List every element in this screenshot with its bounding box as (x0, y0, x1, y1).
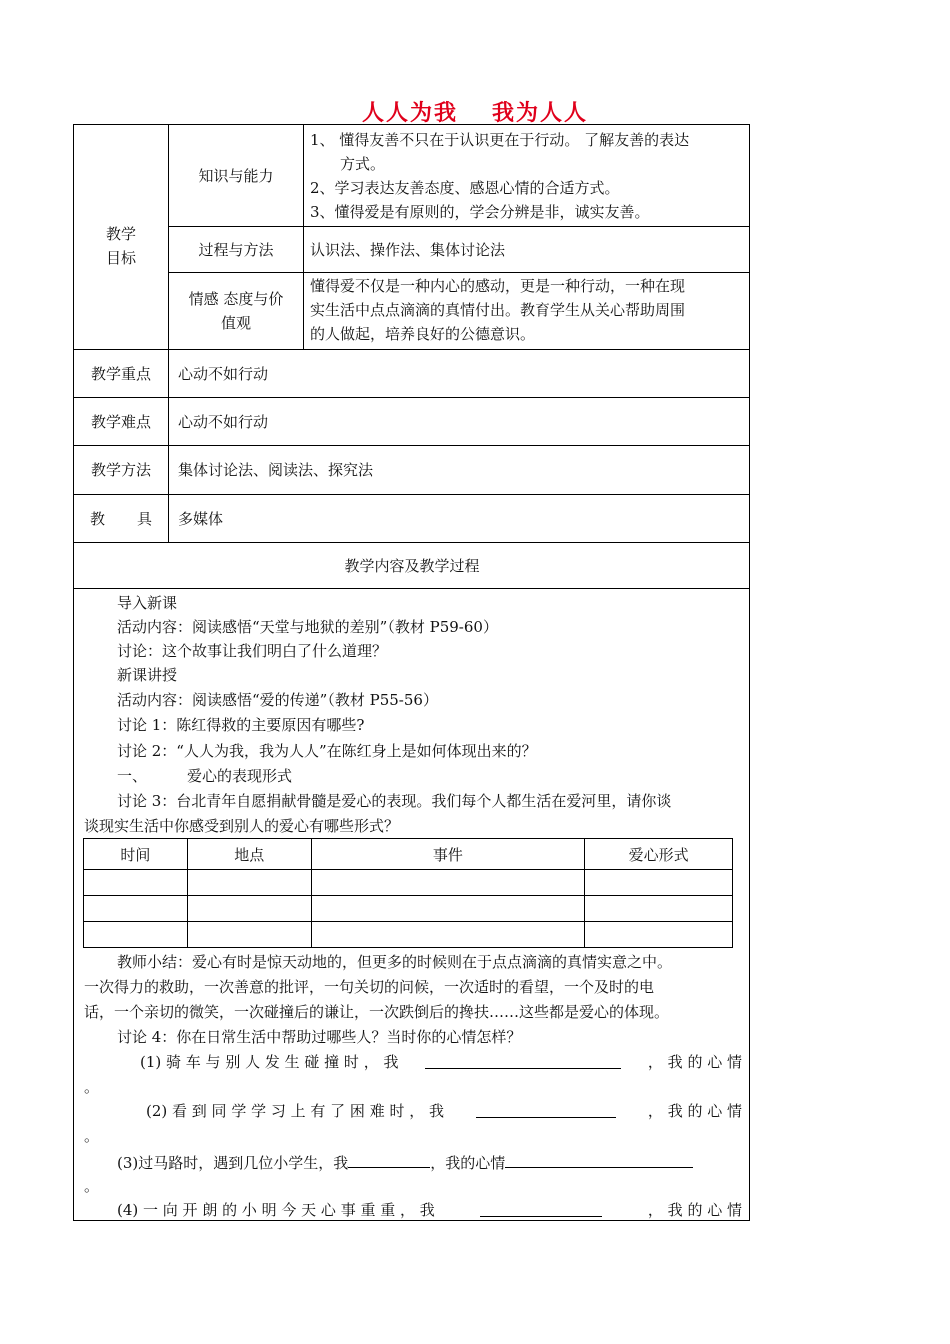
table-cell[interactable] (311, 870, 585, 896)
question-text: ， 我 的 心 情 (647, 1201, 742, 1219)
objective-line: 的人做起，培养良好的公德意识。 (310, 325, 536, 343)
row-divider (73, 588, 750, 589)
table-header-row (84, 839, 733, 870)
table-row (84, 870, 733, 896)
title-part-2: 我为人人 (492, 100, 589, 126)
key-point-label: 教学重点 (90, 364, 151, 383)
body-line: 活动内容：阅读感悟“爱的传递”（教材 P55-56） (117, 691, 438, 709)
column-divider (303, 124, 304, 349)
table-cell[interactable] (585, 870, 733, 896)
objective-label-line: 值观 (220, 314, 251, 332)
table-header-cell: 事件 (311, 839, 585, 870)
objectives-header (74, 210, 168, 282)
section-title: 爱心的表现形式 (187, 767, 293, 785)
objective-content-knowledge (310, 128, 750, 224)
difficulty-label: 教学难点 (90, 412, 151, 431)
table-cell[interactable] (311, 922, 585, 948)
tools-value: 多媒体 (178, 509, 224, 528)
period: 。 (84, 1127, 100, 1145)
tools-label (74, 495, 168, 542)
question-text: (3)过马路时，遇到几位小学生，我 (117, 1154, 349, 1172)
answer-blank[interactable] (480, 1198, 602, 1217)
answer-blank[interactable] (348, 1149, 430, 1168)
objective-label-line: 情感 态度与价 (188, 290, 284, 308)
body-line: 谈现实生活中你感受到别人的爱心有哪些形式？ (84, 817, 400, 835)
section-number: 一、 (117, 767, 148, 785)
title-part-1: 人人为我 (361, 100, 458, 126)
body-line: 讨论 1：陈红得救的主要原因有哪些? (117, 716, 365, 734)
question-text: ， 我 的 心 情 (647, 1102, 742, 1120)
objective-label-process: 过程与方法 (198, 240, 274, 259)
table-cell[interactable] (187, 922, 311, 948)
table-header-cell: 时间 (84, 839, 188, 870)
objective-line: 1、 懂得友善不只在于认识更在于行动。 了解友善的表达 (310, 131, 690, 149)
table-cell[interactable] (311, 896, 585, 922)
body-line: 讨论：这个故事让我们明白了什么道理？ (117, 642, 388, 660)
question-text: (1) 骑 车 与 别 人 发 生 碰 撞 时 ， 我 (140, 1053, 399, 1071)
section-one-heading (117, 764, 292, 788)
body-line: 活动内容：阅读感悟“天堂与地狱的差别”（教材 P59-60） (117, 618, 498, 636)
summary-line: 一次得力的救助，一次善意的批评，一句关切的问候，一次适时的看望，一个及时的电 (84, 978, 655, 996)
question-text: (2) 看 到 同 学 学 习 上 有 了 困 难 时 ， 我 (146, 1102, 445, 1120)
table-row (84, 896, 733, 922)
objective-line: 实生活中点点滴滴的真情付出。教育学生从关心帮助周围 (310, 301, 686, 319)
answer-blank[interactable] (505, 1149, 693, 1168)
body-line: 导入新课 (117, 594, 178, 612)
question-1 (140, 1050, 742, 1074)
objective-content-process: 认识法、操作法、集体讨论法 (310, 240, 506, 259)
discussion-4: 讨论 4：你在日常生活中帮助过哪些人？当时你的心情怎样？ (117, 1028, 522, 1046)
section-header: 教学内容及教学过程 (344, 556, 480, 575)
love-forms-table (83, 838, 733, 948)
page-title (0, 96, 950, 127)
objective-line: 懂得爱不仅是一种内心的感动，更是一种行动，一种在现 (310, 277, 686, 295)
question-text: (4) 一 向 开 朗 的 小 明 今 天 心 事 重 重 ， 我 (117, 1201, 435, 1219)
table-cell[interactable] (585, 922, 733, 948)
objective-label-attitude (169, 273, 303, 349)
table-cell[interactable] (585, 896, 733, 922)
summary-line: 话，一个亲切的微笑，一次碰撞后的谦让，一次跌倒后的搀扶……这些都是爱心的体现。 (84, 1003, 670, 1021)
objective-content-attitude (310, 274, 750, 346)
answer-blank[interactable] (476, 1099, 616, 1118)
table-cell[interactable] (84, 922, 188, 948)
method-label: 教学方法 (90, 461, 151, 479)
period: 。 (84, 1078, 100, 1096)
question-text: ， 我 的 心 情 (647, 1053, 742, 1071)
table-cell[interactable] (84, 870, 188, 896)
table-cell[interactable] (187, 870, 311, 896)
summary-line: 教师小结：爱心有时是惊天动地的，但更多的时候则在于点点滴滴的真情实意之中。 (117, 953, 673, 971)
key-point-value: 心动不如行动 (178, 364, 269, 383)
objective-line: 3、懂得爱是有原则的，学会分辨是非，诚实友善。 (310, 203, 650, 221)
objective-line: 方式。 (340, 155, 386, 173)
tools-label-char: 具 (137, 509, 153, 528)
objectives-header-line: 教学 (105, 225, 136, 243)
table-row (84, 922, 733, 948)
period: 。 (84, 1177, 100, 1195)
difficulty-value: 心动不如行动 (178, 412, 269, 431)
question-2 (146, 1099, 742, 1123)
objective-line: 2、学习表达友善态度、感恩心情的合适方式。 (310, 179, 620, 197)
body-line: 讨论 3：台北青年自愿捐献骨髓是爱心的表现。我们每个人都生活在爱河里，请你谈 (117, 792, 672, 810)
question-3 (117, 1149, 693, 1175)
answer-blank[interactable] (425, 1050, 621, 1069)
table-cell[interactable] (84, 896, 188, 922)
table-header-cell: 爱心形式 (585, 839, 733, 870)
table-header-cell: 地点 (187, 839, 311, 870)
tools-label-char: 教 (89, 509, 105, 528)
body-line: 讨论 2：“人人为我，我为人人”在陈红身上是如何体现出来的？ (117, 742, 537, 760)
objectives-header-line: 目标 (105, 249, 136, 267)
body-line: 新课讲授 (117, 666, 178, 684)
question-4 (117, 1198, 742, 1222)
table-cell[interactable] (187, 896, 311, 922)
method-value: 集体讨论法、阅读法、探究法 (178, 461, 374, 479)
question-text: ，我的心情 (430, 1154, 506, 1172)
objective-label-knowledge: 知识与能力 (198, 166, 274, 185)
